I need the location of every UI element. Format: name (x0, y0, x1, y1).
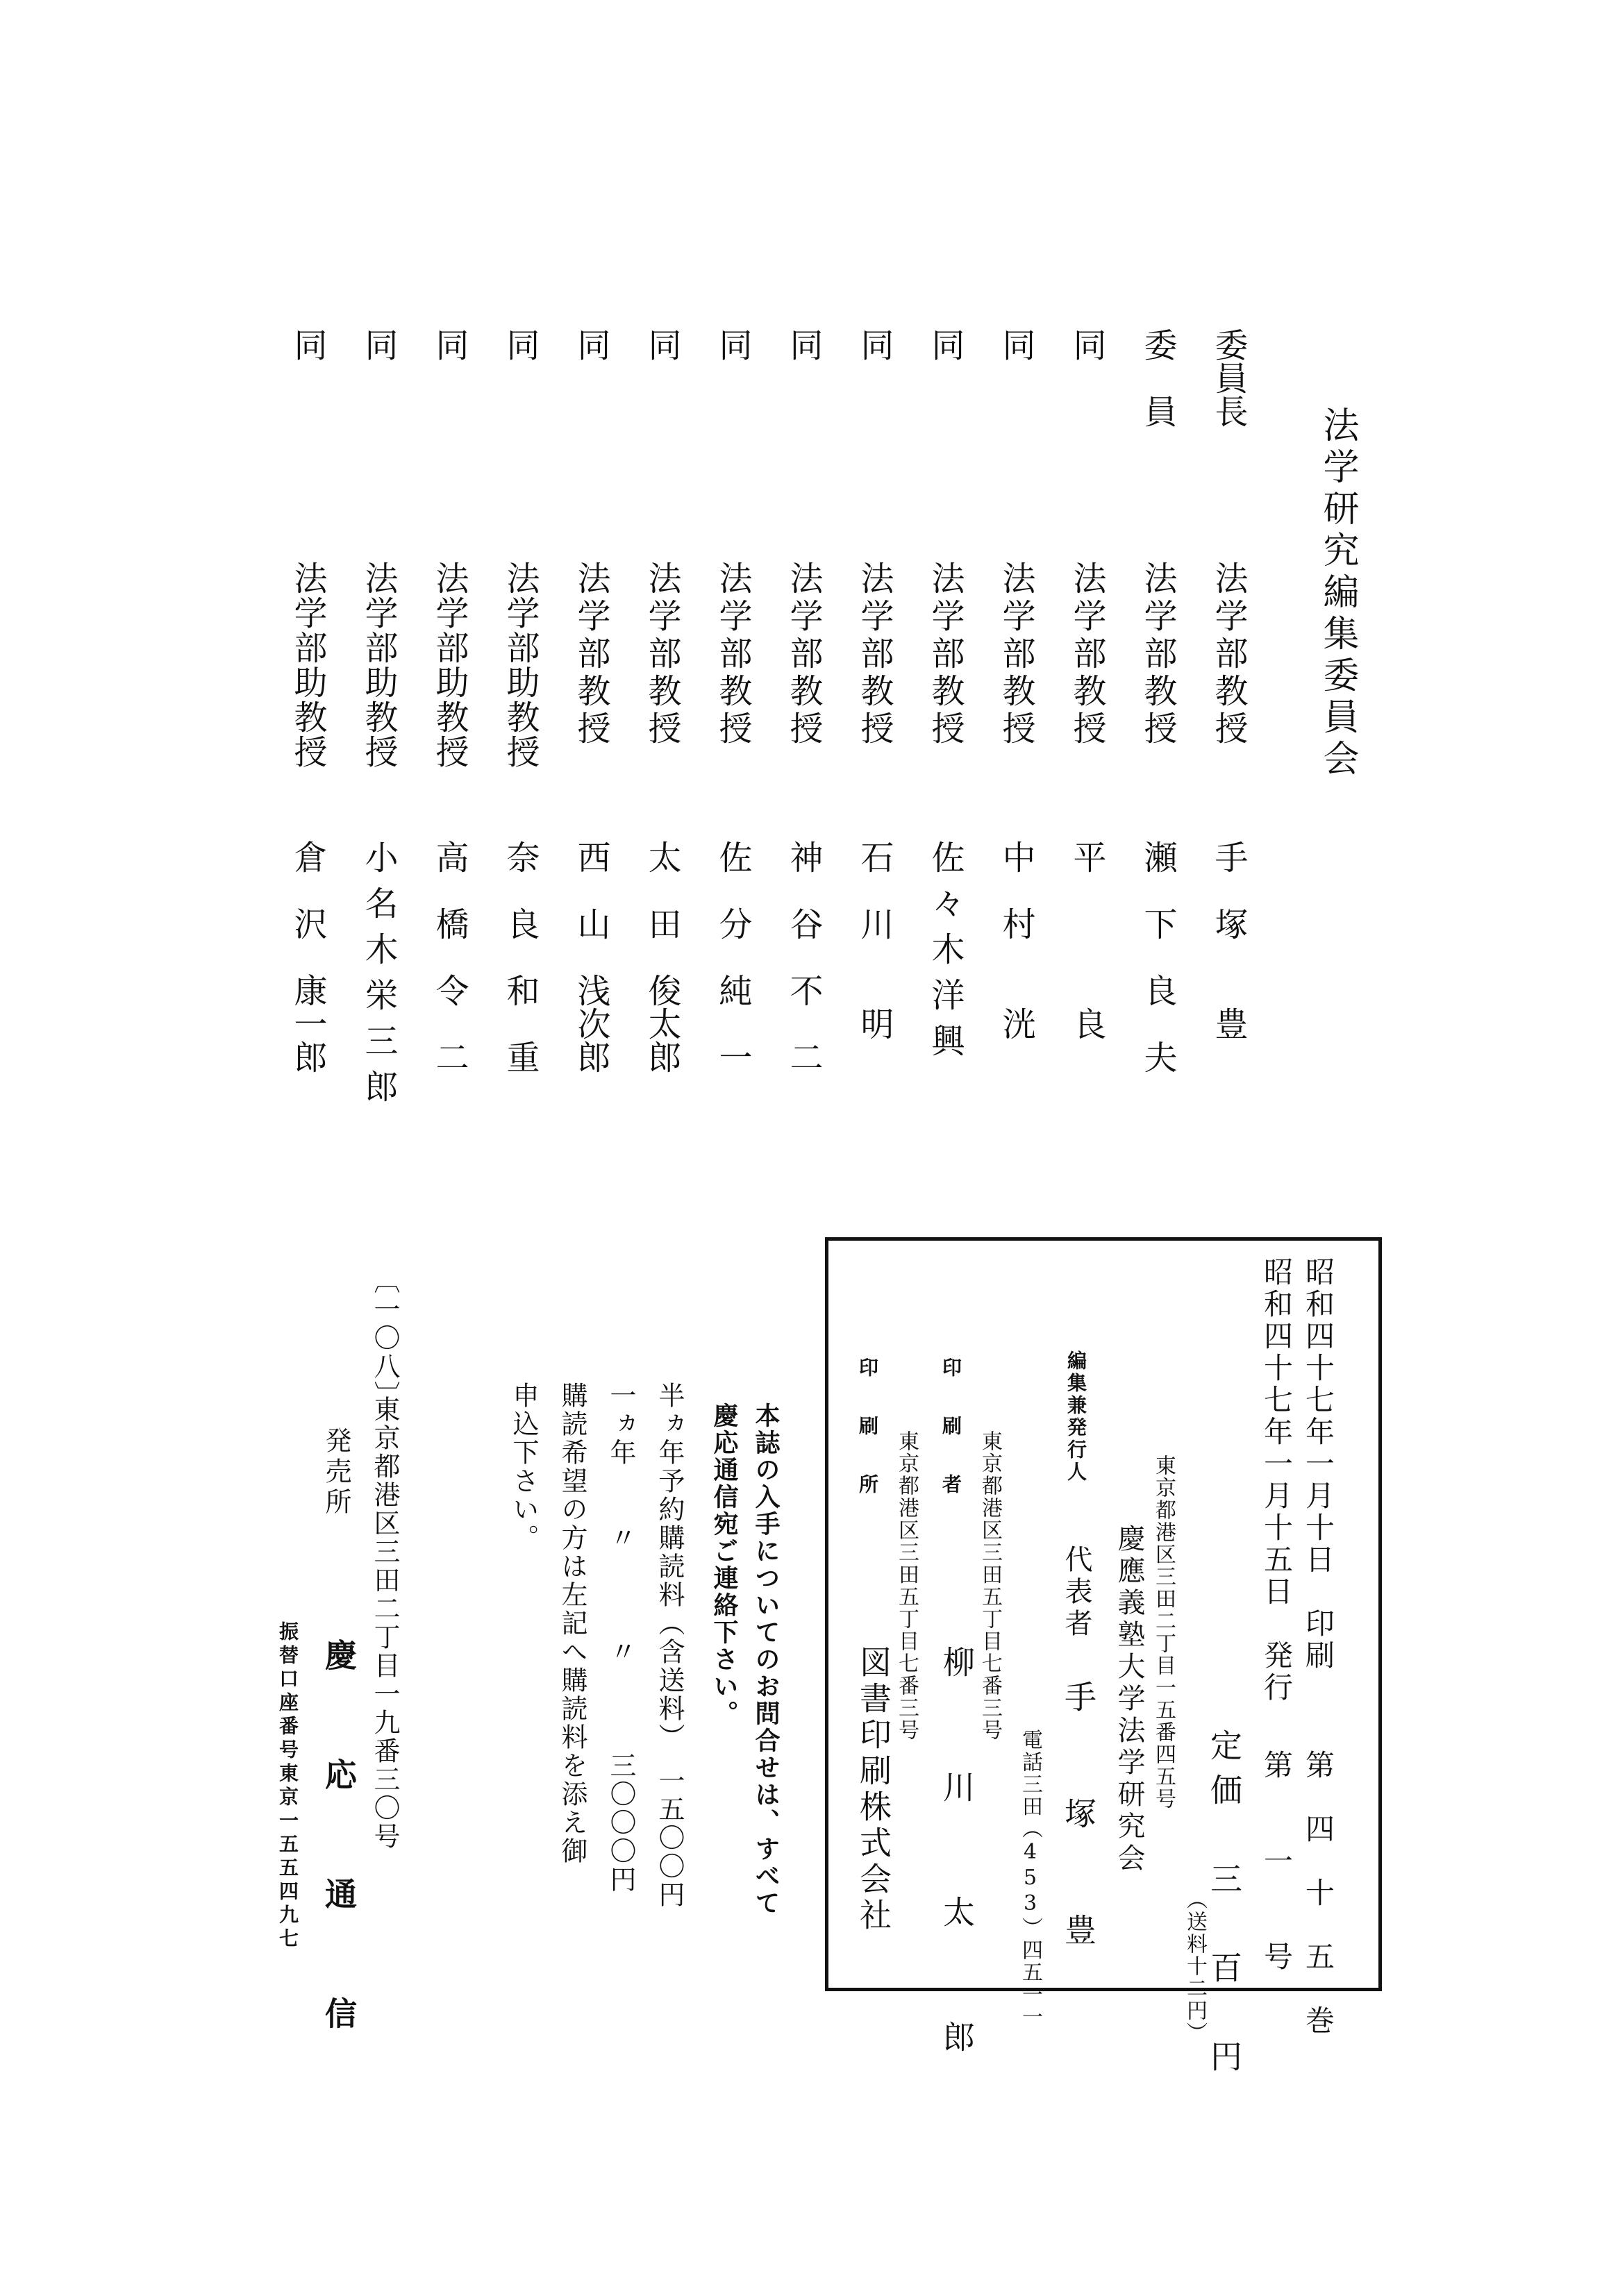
member-dept: 法学部助教授 (288, 561, 327, 769)
member-role: 同 (288, 328, 327, 361)
member-dept: 法学部助教授 (359, 561, 398, 769)
issue-number: 第 一 号 (1260, 1750, 1294, 1973)
publisher-org: 慶應義塾大学法学研究会 (1113, 1524, 1145, 1875)
member-dept: 法学部教授 (784, 561, 823, 748)
member-role: 同 (996, 328, 1035, 361)
one-year-fee: 一ヵ年 〃 〃 三〇〇〇円 (606, 1382, 636, 1894)
member-role: 同 (855, 328, 894, 361)
member-role: 委員長 (1209, 328, 1248, 428)
half-year-fee: 半ヵ年予約購読料（含送料） 一五〇〇円 (654, 1382, 685, 1909)
member-name: 手 塚 豊 (1209, 840, 1248, 1040)
member-dept: 法学部教授 (1067, 561, 1106, 748)
postage-note: （送料十二円） (1183, 1888, 1207, 2044)
member-name: 中 村 洸 (996, 840, 1035, 1040)
editor-name: 手 塚 豊 (1060, 1680, 1097, 1952)
member-name: 高 橋 令 二 (430, 840, 469, 1073)
print-date: 昭和四十七年一月十日 印刷 (1301, 1257, 1335, 1672)
postal-code: 〔一〇八〕 (369, 1267, 400, 1409)
distributor-label: 発売所 (321, 1427, 351, 1518)
member-role: 同 (1067, 328, 1106, 361)
printer-label: 印 刷 者 (940, 1357, 962, 1503)
committee-title: 法学研究編集委員会 (1317, 406, 1358, 781)
member-name: 平 良 (1067, 840, 1106, 1040)
member-name: 石 川 明 (855, 840, 894, 1040)
member-role: 同 (784, 328, 823, 361)
issue-date: 昭和四十七年一月十五日 発行 (1260, 1257, 1294, 1704)
distributor-name: 慶 応 通 信 (320, 1639, 358, 2056)
member-role: 同 (501, 328, 540, 361)
member-name: 太 田 俊太郎 (642, 840, 681, 1073)
editor-label: 編集兼発行人 (1065, 1350, 1087, 1484)
member-role: 同 (642, 328, 681, 361)
member-dept: 法学部教授 (713, 561, 752, 748)
member-role: 同 (926, 328, 965, 361)
editor-title: 代表者 (1060, 1545, 1092, 1641)
member-dept: 法学部教授 (572, 561, 610, 748)
apply-line: 申込下さい。 (508, 1382, 539, 1552)
member-dept: 法学部教授 (642, 561, 681, 748)
printshop-name: 図書印刷株式会社 (855, 1645, 892, 1934)
printshop-address: 東京都港区三田五丁目七番三号 (894, 1430, 919, 1741)
member-role: 委 員 (1138, 328, 1177, 428)
printer-name: 柳 川 太 郎 (938, 1645, 976, 2062)
member-name: 奈 良 和 重 (501, 840, 540, 1073)
member-name: 小名木栄三郎 (359, 840, 398, 1115)
member-dept: 法学部教授 (855, 561, 894, 748)
postal-account: 振替口座番号東京一五五四九七 (276, 1621, 299, 1952)
member-role: 同 (572, 328, 610, 361)
price: 定価 三 百 円 (1206, 1729, 1243, 2084)
member-dept: 法学部教授 (1209, 561, 1248, 748)
publisher-address: 東京都港区三田二丁目一五番四五号 (1151, 1455, 1176, 1810)
member-dept: 法学部教授 (996, 561, 1035, 748)
volume-number: 第 四 十 五 巻 (1301, 1750, 1335, 2037)
publisher-phone: 電話三田（453）四五一一 (1018, 1729, 1042, 2028)
member-name: 倉 沢 康一郎 (288, 840, 327, 1073)
apply-line: 購読希望の方は左記へ購読料を添え御 (557, 1382, 587, 1866)
printer-address: 東京都港区三田五丁目七番三号 (978, 1430, 1002, 1741)
member-role: 同 (359, 328, 398, 361)
member-name: 佐 分 純 一 (713, 840, 752, 1073)
printshop-label: 印 刷 所 (856, 1357, 879, 1503)
distributor-address: 東京都港区三田二丁目一九番三〇号 (369, 1396, 400, 1851)
member-dept: 法学部助教授 (501, 561, 540, 769)
member-name: 佐々木洋興 (926, 840, 965, 1069)
member-dept: 法学部助教授 (430, 561, 469, 769)
notice-line: 慶応通信宛ご連絡下さい。 (710, 1402, 739, 1727)
member-name: 西 山 浅次郎 (572, 840, 610, 1073)
member-role: 同 (713, 328, 752, 361)
member-dept: 法学部教授 (926, 561, 965, 748)
notice-line: 本誌の入手についてのお問合せは、すべて (751, 1402, 781, 1917)
member-name: 瀬 下 良 夫 (1138, 840, 1177, 1073)
member-name: 神 谷 不 二 (784, 840, 823, 1073)
member-dept: 法学部教授 (1138, 561, 1177, 748)
member-role: 同 (430, 328, 469, 361)
